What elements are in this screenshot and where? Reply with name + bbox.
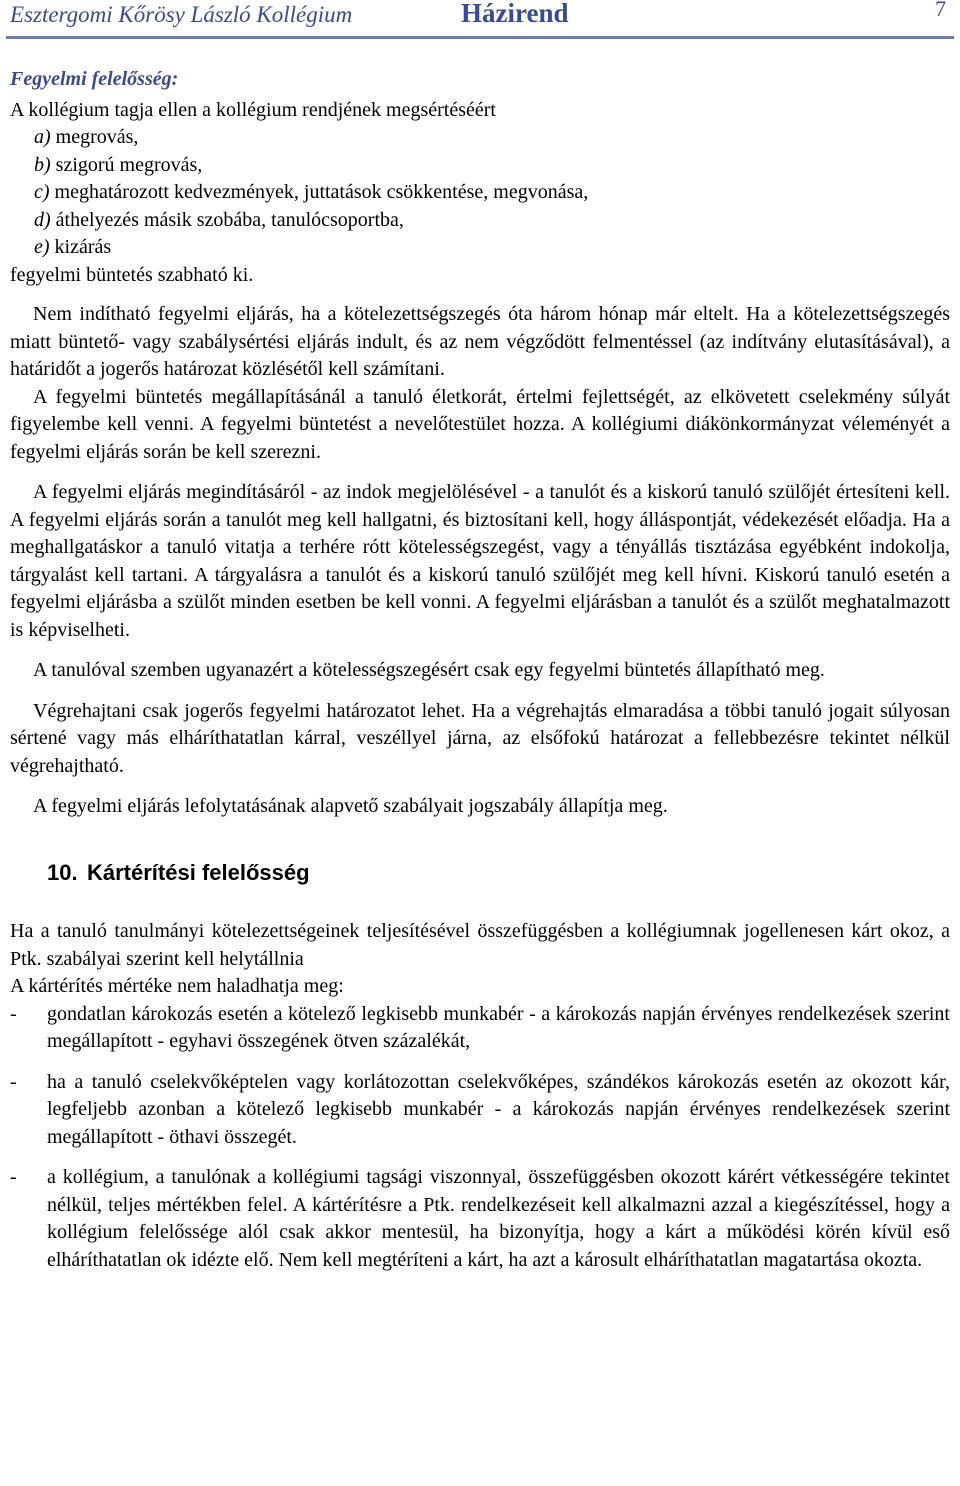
- paragraph: A fegyelmi büntetés megállapításánál a tanuló életkorát, értelmi fejlettségét, az elkövetett cselekmény súlyát figyelembe kell venni. A fegyelmi büntetést a nevelőtestület hozza. A kollégiumi diákönkormányzat véleményét a fegyelmi eljárás során be kell szerezni.: [10, 385, 950, 463]
- list-item: [10, 124, 950, 152]
- intro-text: A kollégium tagja ellen a kollégium rendjének megsértéséért: [10, 98, 496, 121]
- penalty-list: [10, 124, 950, 262]
- item-label: a): [34, 126, 51, 148]
- item-text: szigorú megrovás,: [55, 153, 203, 176]
- section-title: Fegyelmi felelősség:: [10, 68, 179, 90]
- paragraph: Végrehajtani csak jogerős fegyelmi határozatot lehet. Ha a végrehajtás elmaradása a többi tanuló jogait súlyosan sértené vagy más elháríthatatlan kárral, veszéllyel járna, az elsőfokú határozat a fellebbezésre tekintet nélkül végrehajtható.: [10, 699, 950, 777]
- paragraph: A fegyelmi eljárás megindításáról - az indok megjelölésével - a tanulót és a kiskorú tanuló szülőjét értesíteni kell. A fegyelmi eljárás során a tanulót meg kell hallgatni, és biztosítani kell, hogy álláspontját, védekezését előadja. Ha a meghallgatáskor a tanuló vitatja a terhére rótt kötelességszegést, vagy a tényállás tisztázása egyébként indokolja, tárgyalást kell tartani. A tárgyalásra a tanulót és a kiskorú tanuló szülőjét meg kell hívni. Kiskorú tanuló esetén a fegyelmi eljárásba a szülőt minden esetben be kell vonni. A fegyelmi eljárásban a tanulót és a szülőt meghatalmazott is képviselheti.: [10, 481, 950, 641]
- list-item: [10, 1001, 950, 1056]
- item-text: áthelyezés másik szobába, tanulócsoportba,: [55, 208, 404, 231]
- page-header: [0, 0, 960, 42]
- list-item: [10, 179, 950, 207]
- list-item: [10, 1164, 950, 1274]
- list-item: [10, 207, 950, 235]
- list-item: [10, 234, 950, 262]
- paragraph: A kártérítés mértéke nem haladhatja meg:: [10, 975, 344, 997]
- section-number: 10.: [47, 859, 78, 885]
- item-label: d): [34, 208, 51, 231]
- item-text: a kollégium, a tanulónak a kollégiumi tagsági viszonnyal, összefüggésben okozott kárért vétkességére tekintet nélkül, teljes mértékben felel. A kártérítésre a Ptk. rendelkezéseit kell alkalmazni azzal a kiegészítéssel, hogy a kollégium felelőssége alól csak akkor mentesül, ha bizonyítja, hogy a kárt a működési körén kívül eső elháríthatatlan ok idézte elő. Nem kell megtéríteni a kárt, ha azt a károsult elháríthatatlan magatartása okozta.: [47, 1166, 950, 1271]
- dash-marker: -: [10, 1070, 17, 1093]
- page-number: 7: [935, 0, 946, 21]
- bullet-list: [10, 1001, 950, 1275]
- item-text: megrovás,: [55, 126, 139, 148]
- paragraph: A tanulóval szemben ugyanazért a kötelességszegésért csak egy fegyelmi büntetés állapítható meg.: [33, 659, 825, 681]
- paragraph: A fegyelmi eljárás lefolytatásának alapvető szabályait jogszabály állapítja meg.: [33, 795, 668, 817]
- section-heading: [10, 859, 950, 887]
- item-label: b): [34, 153, 51, 176]
- paragraph: Nem indítható fegyelmi eljárás, ha a kötelezettségszegés óta három hónap már eltelt. Ha a kötelezettségszegés miatt büntető- vagy szabálysértési eljárás indult, és az nem végződött felmentéssel (az indítvány elutasításával), a határidőt a jogerős határozat közlésétől kell számítani.: [10, 303, 950, 380]
- paragraph: Ha a tanuló tanulmányi kötelezettségeinek teljesítésével összefüggésben a kollégiumnak jogellenesen kárt okoz, a Ptk. szabályai szerint kell helytállnia: [10, 920, 950, 970]
- item-text: meghatározott kedvezmények, juttatások csökkentése, megvonása,: [54, 181, 589, 203]
- item-label: c): [34, 181, 50, 203]
- item-text: gondatlan károkozás esetén a kötelező legkisebb munkabér - a károkozás napján érvényes rendelkezések szerint megállapított - egyhavi összegének ötven százalékát,: [47, 1002, 950, 1052]
- dash-marker: -: [10, 1166, 17, 1188]
- section-heading-text: Kártérítési felelősség: [87, 859, 310, 885]
- document-title: Házirend: [461, 0, 569, 28]
- document-body: [10, 66, 950, 1274]
- item-text: ha a tanuló cselekvőképtelen vagy korlátozottan cselekvőképes, szándékos károkozás esetén az okozott kár, legfeljebb azonban a kötelező legkisebb munkabér - a károkozás napján érvényes rendelkezések szerint megállapított - öthavi összegét.: [47, 1070, 950, 1148]
- dash-marker: -: [10, 1002, 17, 1025]
- list-item: [10, 152, 950, 180]
- institution-name: Esztergomi Kőrösy László Kollégium: [10, 2, 353, 27]
- item-label: e): [34, 236, 50, 258]
- header-divider: [6, 36, 954, 39]
- outro-text: fegyelmi büntetés szabható ki.: [10, 263, 254, 286]
- list-item: [10, 1069, 950, 1152]
- item-text: kizárás: [54, 236, 112, 258]
